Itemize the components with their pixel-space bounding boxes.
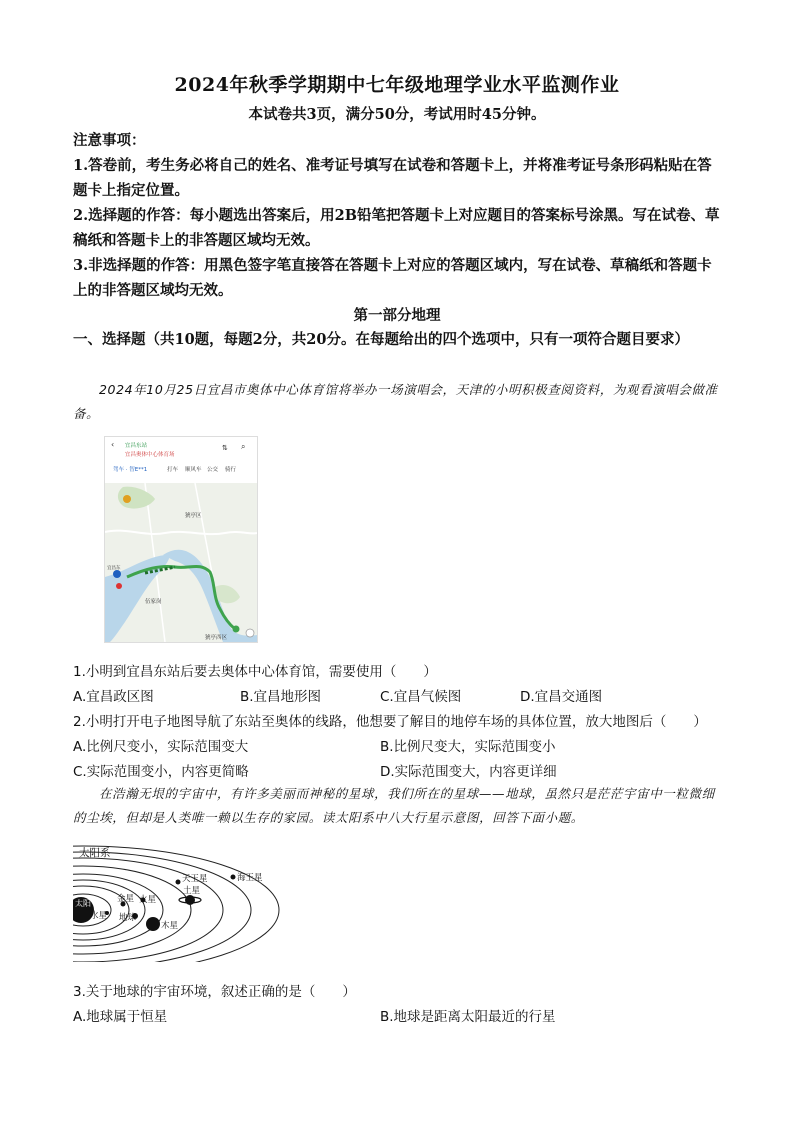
page-title: 2024年秋季学期期中七年级地理学业水平监测作业 <box>174 74 620 96</box>
question-type-heading: 一、选择题（共10题，每题2分，共20分。在每题给出的四个选项中，只有一项符合题目要求） <box>73 331 689 348</box>
planet-mercury: 水星 <box>90 911 108 921</box>
planet-neptune: 海王星 <box>237 873 263 883</box>
planet-mars: 火星 <box>139 895 157 905</box>
map-label-district: 猇亭区 <box>185 513 202 519</box>
map-label-station: 宜昌东 <box>107 566 121 571</box>
question-1-option-d[interactable]: D.宜昌交通图 <box>520 689 603 705</box>
planet-uranus: 天王星 <box>182 874 208 884</box>
question-1-option-a[interactable]: A.宜昌政区图 <box>73 689 154 705</box>
notice-item-1: 1.答卷前，考生务必将自己的姓名、准考证号填写在试卷和答题卡上，并将准考证号条形码粘贴在答题卡上指定位置。 <box>73 157 712 199</box>
question-1-stem: 1.小明到宜昌东站后要去奥体中心体育馆，需要使用（ ） <box>73 664 437 680</box>
passage-concert: 2024年10月25日宜昌市奥体中心体育馆将举办一场演唱会，天津的小明积极查阅资料，为观看演唱会做准备。 <box>73 382 718 421</box>
map-label-wujiagang: 伍家岗 <box>145 599 162 605</box>
exam-info: 本试卷共3页，满分50分，考试用时45分钟。 <box>248 106 546 123</box>
passage-universe: 在浩瀚无垠的宇宙中，有许多美丽而神秘的星球，我们所在的星球——地球，虽然只是茫茫宇宙中一粒微细的尘埃，但却是人类唯一赖以生存的家园。读太阳系中八大行星示意图，回答下面小题。 <box>73 786 715 825</box>
question-2-option-b[interactable]: B.比例尺变大，实际范围变小 <box>380 739 556 755</box>
tab-carpool[interactable]: 顺风车 <box>185 467 202 473</box>
solar-system-diagram <box>73 842 283 962</box>
map-label-xiaoting-west: 猇亭西区 <box>205 635 228 641</box>
question-3-option-b[interactable]: B.地球是距离太阳最近的行星 <box>380 1009 556 1025</box>
question-3-option-a[interactable]: A.地球属于恒星 <box>73 1009 168 1025</box>
question-2-stem: 2.小明打开电子地图导航了东站至奥体的线路，他想要了解目的地停车场的具体位置，放大地图后（ ） <box>73 714 707 730</box>
planet-saturn: 土星 <box>183 886 201 896</box>
swap-icon[interactable]: ⇅ <box>222 444 228 452</box>
sun-label: 太阳 <box>75 899 91 908</box>
notice-item-2: 2.选择题的作答：每小题选出答案后，用2B铅笔把答题卡上对应题目的答案标号涂黑。写在试卷、草稿纸和答题卡上的非答题区域均无效。 <box>73 207 720 249</box>
back-icon[interactable]: ‹ <box>111 440 115 449</box>
planet-earth: 地球 <box>119 913 137 923</box>
question-1-option-b[interactable]: B.宜昌地形图 <box>240 689 322 705</box>
search-icon[interactable]: ⌕ <box>241 442 246 451</box>
question-2-option-c[interactable]: C.实际范围变小，内容更简略 <box>73 764 249 780</box>
tab-taxi[interactable]: 打车 <box>167 467 179 473</box>
travel-mode-tabs <box>105 463 257 477</box>
notice-item-3: 3.非选择题的作答：用黑色签字笔直接答在答题卡上对应的答题区域内，写在试卷、草稿纸和答题卡上的非答题区域均无效。 <box>73 257 712 299</box>
question-2-option-a[interactable]: A.比例尺变小，实际范围变大 <box>73 739 249 755</box>
origin-label: 宜昌东站 <box>125 443 148 449</box>
planet-jupiter: 木星 <box>161 921 179 931</box>
question-3-stem: 3.关于地球的宇宙环境，叙述正确的是（ ） <box>73 984 356 1000</box>
orbit-drawing <box>73 842 283 962</box>
tab-bike[interactable]: 骑行 <box>225 467 237 473</box>
planet-venus: 金星 <box>117 894 135 904</box>
notice-heading: 注意事项： <box>73 132 146 149</box>
question-1-option-c[interactable]: C.宜昌气候图 <box>380 689 462 705</box>
tab-drive[interactable]: 驾车 · 智E**1 <box>113 467 148 473</box>
destination-label: 宜昌奥体中心体育场 <box>125 452 175 458</box>
navigation-map-image <box>104 436 258 643</box>
solar-system-title: 太阳系 <box>79 847 111 859</box>
tab-bus[interactable]: 公交 <box>207 467 219 473</box>
part-title: 第一部分地理 <box>353 307 441 324</box>
question-2-option-d[interactable]: D.实际范围变大，内容更详细 <box>380 764 557 780</box>
